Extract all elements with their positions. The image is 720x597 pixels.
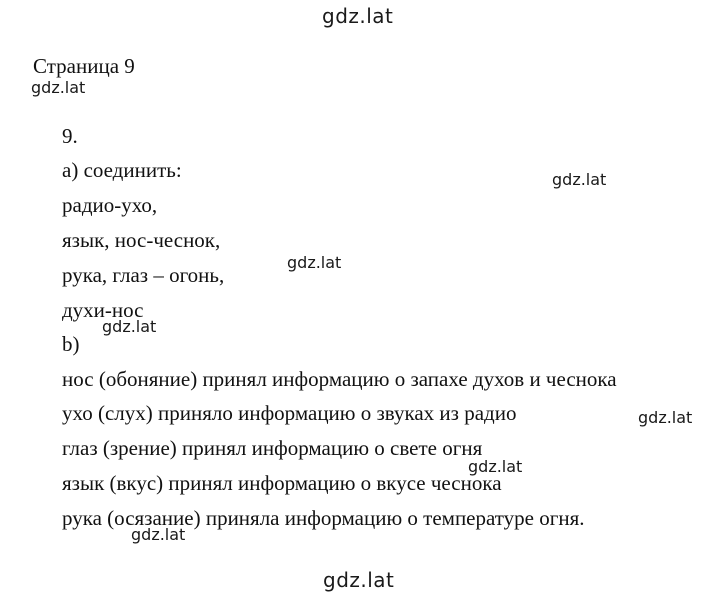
page-heading: Страница 9 <box>33 54 135 78</box>
watermark-right: gdz.lat <box>638 408 693 427</box>
part-b-line: ухо (слух) приняло информацию о звуках из радио <box>62 401 517 425</box>
part-b-line: рука (осязание) приняла информацию о температуре огня. <box>62 506 585 530</box>
watermark-heading: gdz.lat <box>31 78 86 97</box>
part-a-label: а) соединить: <box>62 158 182 182</box>
watermark-middle: gdz.lat <box>287 253 342 272</box>
part-b-line: глаз (зрение) принял информацию о свете огня <box>62 436 483 460</box>
part-a-line: язык, нос-чеснок, <box>62 228 221 252</box>
watermark-bottom: gdz.lat <box>323 568 395 592</box>
watermark-part-a: gdz.lat <box>552 170 607 189</box>
watermark-top: gdz.lat <box>322 4 394 28</box>
part-a-line: рука, глаз – огонь, <box>62 263 225 287</box>
task-number: 9. <box>62 124 78 148</box>
watermark-part-b: gdz.lat <box>102 317 157 336</box>
part-b-line: язык (вкус) принял информацию о вкусе чеснока <box>62 471 502 495</box>
watermark-part-b-bottom: gdz.lat <box>131 525 186 544</box>
part-a-line: духи-нос <box>62 298 144 322</box>
part-a-line: радио-ухо, <box>62 193 158 217</box>
watermark-part-b-mid: gdz.lat <box>468 457 523 476</box>
part-b-label: b) <box>62 332 80 356</box>
part-b-line: нос (обоняние) принял информацию о запахе духов и чеснока <box>62 367 617 391</box>
